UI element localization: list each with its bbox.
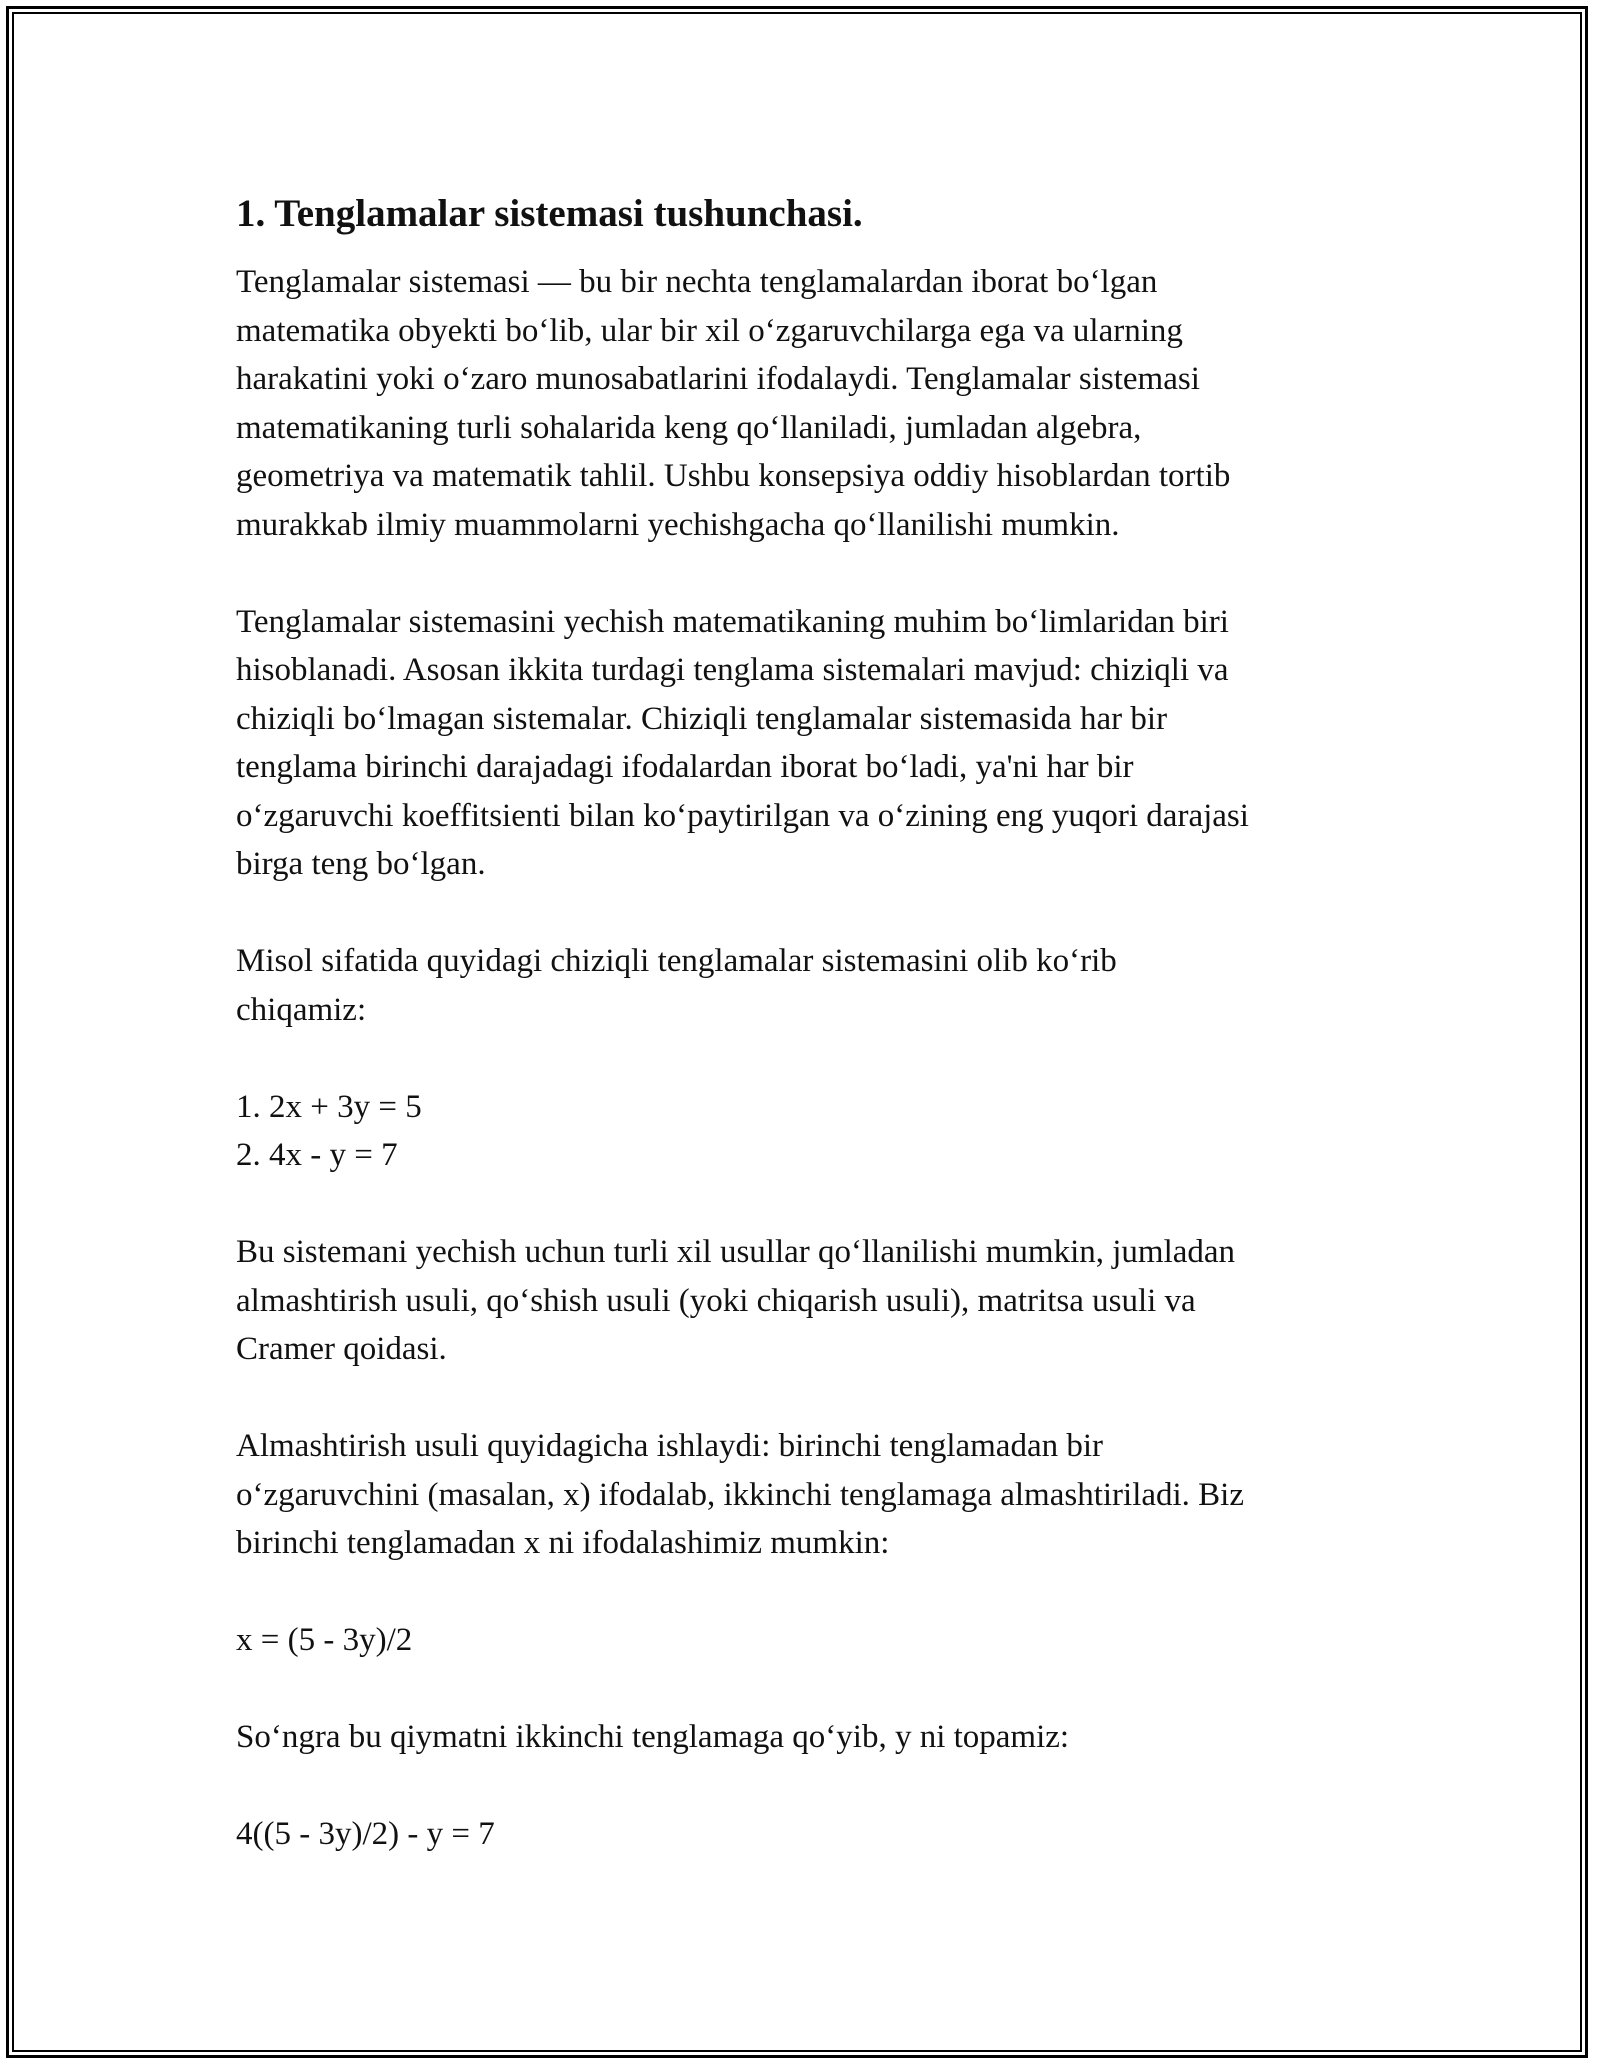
- text-line: Bu sistemani yechish uchun turli xil usullar qo‘llanilishi mumkin, jumladan: [236, 1234, 1236, 1270]
- paragraph-next-step: [236, 1713, 1386, 1762]
- document-body: [236, 186, 1386, 1907]
- equation-line: 4((5 - 3y)/2) - y = 7: [236, 1816, 495, 1852]
- text-line: Tenglamalar sistemasini yechish matematikaning muhim bo‘limlaridan biri: [236, 603, 1229, 640]
- text-line: harakatini yoki o‘zaro munosabatlarini ifodalaydi. Tenglamalar sistemasi: [236, 361, 1200, 397]
- text-line: murakkab ilmiy muammolarni yechishgacha qo‘llanilishi mumkin.: [236, 506, 1120, 543]
- text-line: Almashtirish usuli quyidagicha ishlaydi: birinchi tenglamadan bir: [236, 1428, 1104, 1464]
- text-line: So‘ngra bu qiymatni ikkinchi tenglamaga qo‘yib, y ni topamiz:: [236, 1719, 1070, 1755]
- paragraph-definition: [236, 258, 1386, 549]
- equation-x: [236, 1616, 1386, 1665]
- text-line: matematika obyekti bo‘lib, ular bir xil o‘zgaruvchilarga ega va ularning: [236, 312, 1183, 349]
- text-line: geometriya va matematik tahlil. Ushbu konsepsiya oddiy hisoblardan tortib: [236, 458, 1231, 494]
- text-line: hisoblanadi. Asosan ikkita turdagi tenglama sistemalari mavjud: chiziqli va: [236, 652, 1229, 688]
- paragraph-methods: [236, 1228, 1386, 1374]
- equation-list: [236, 1083, 1386, 1180]
- equation-line: 1. 2x + 3y = 5: [236, 1088, 422, 1125]
- text-line: chiziqli bo‘lmagan sistemalar. Chiziqli tenglamalar sistemasida har bir: [236, 700, 1168, 737]
- paragraph-substitution: [236, 1422, 1386, 1568]
- text-line: birga teng bo‘lgan.: [236, 846, 486, 882]
- text-line: tenglama birinchi darajadagi ifodalardan iborat bo‘ladi, ya'ni har bir: [236, 749, 1134, 785]
- text-line: Misol sifatida quyidagi chiziqli tenglamalar sistemasini olib ko‘rib: [236, 943, 1117, 979]
- text-line: o‘zgaruvchi koeffitsienti bilan ko‘paytirilgan va o‘zining eng yuqori darajasi: [236, 797, 1249, 834]
- text-line: Cramer qoidasi.: [236, 1331, 447, 1367]
- text-line: almashtirish usuli, qo‘shish usuli (yoki chiqarish usuli), matritsa usuli va: [236, 1282, 1196, 1319]
- text-line: Tenglamalar sistemasi — bu bir nechta tenglamalardan iborat bo‘lgan: [236, 264, 1158, 300]
- text-line: o‘zgaruvchini (masalan, x) ifodalab, ikkinchi tenglamaga almashtiriladi. Biz: [236, 1476, 1244, 1513]
- section-heading: 1. Tenglamalar sistemasi tushunchasi.: [236, 192, 863, 235]
- text-line: birinchi tenglamadan x ni ifodalashimiz mumkin:: [236, 1525, 890, 1561]
- equation-line: x = (5 - 3y)/2: [236, 1622, 413, 1658]
- equation-line: 2. 4x - y = 7: [236, 1137, 398, 1173]
- paragraph-example-intro: [236, 937, 1386, 1034]
- equation-substituted: [236, 1810, 1386, 1859]
- paragraph-types: [236, 598, 1386, 889]
- text-line: chiqamiz:: [236, 991, 367, 1028]
- text-line: matematikaning turli sohalarida keng qo‘llaniladi, jumladan algebra,: [236, 409, 1142, 446]
